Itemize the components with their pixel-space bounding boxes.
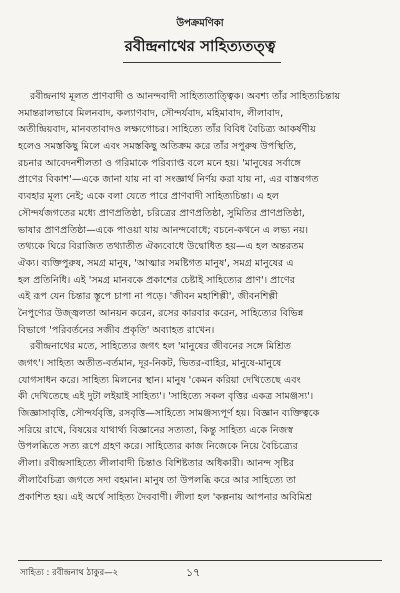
text-line: লীলা। রবীন্দ্রসাহিত্যে লীলাবাদী চিন্তাও বিশিষ্টতার অধিকারী। আনন্দ সৃষ্টির xyxy=(18,458,295,470)
text-line: রবীন্দ্রনাথের মতে, সাহিত্যের জগৎ হল 'মানুষের জীবনের সঙ্গে মিশ্রিত xyxy=(30,341,291,353)
text-line: হল প্রতিনিধি। এই 'সমগ্র মানবকে প্রকাশের চেষ্টাই সাহিত্যের প্রাণ'। প্রাণের xyxy=(18,274,296,286)
text-line: প্রকাশিত হয়। এই অর্থে সাহিত্য দৈববাণী। লীলা হল 'কল্পনায় আপনার অবিমিশ্র xyxy=(18,491,313,503)
text-line: সমান্তরালভাবে মিলনবাদ, কল্যাণবাদ, সৌন্দর্যবাদ, মহিমাবাদ, লীলাবাদ, xyxy=(18,107,284,119)
text-line: ঐক্য। ব্যক্তিপুরুষ, সমগ্র মানুষ, 'আত্মার সমষ্টিগত মানুষ', সমগ্র মানুষের এ xyxy=(18,257,294,269)
body-text xyxy=(18,89,382,506)
text-line: যোগসাধন করে। সাহিত্য মিলনের স্থান। মানুষ 'কেমন করিয়া দেখিতেছে এবং xyxy=(18,374,301,386)
text-line: লীলাবৈচিত্র্য জগতে সদা বহমান। মানুষ তা উপলব্ধি করে আর সাহিত্যে তা xyxy=(18,474,297,486)
text-line: সরিয়ে রাখে, বিষয়ের যাথার্থ্য বিজ্ঞানের সত্যতা, কিন্তু সাহিত্য একে নিজস্ব xyxy=(18,424,294,436)
running-head: সাহিত্য : রবীন্দ্রনাথ ঠাকুর—২ xyxy=(20,568,119,578)
page-number: ১৭ xyxy=(186,566,201,579)
text-line: কী দেখিতেছে এই দুটা লইয়াই সাহিত্য'। 'সাহিত্যে সকল বৃত্তির একত্র সামঞ্জস্য'। xyxy=(18,391,314,403)
text-line: তথ্যকে ঘিরে বিরাজিত তথ্যাতীত ঐক্যবোধে উদ্বোধিত হয়—এ হল অন্তরতম xyxy=(18,241,304,253)
text-line: নৈপুণ্যের উজ্জ্বলতা আনয়ন করেন, রসের কারবার করেন, সাহিত্যের বিভিন্ন xyxy=(18,307,304,319)
text-line: প্রাণের বিকাশ'—একে জানা যায় না বা সংজ্ঞার্থ নির্ণয় করা যায় না, এর বাস্তবগত xyxy=(18,174,319,186)
text-line: জিজ্ঞাসাবৃত্তি, সৌন্দর্যবৃত্তি, রসবৃত্তি—সাহিত্যে সামঞ্জস্যপূর্ণ হয়। বিজ্ঞান ব্যক্তিত্বকে xyxy=(18,408,320,420)
text-line: রবীন্দ্রনাথ মূলত প্রাণবাদী ও আনন্দবাদী সাহিত্যতাত্ত্বিক। অবশ্য তাঁর সাহিত্যচিন্তায় xyxy=(30,91,341,102)
text-line: রচনার আবেদনশীলতা ও গরিমাকে পরিব্যাপ্ত বলে মনে হয়। 'মানুষের সর্বাঙ্গে xyxy=(18,157,301,169)
text-line: অতীন্দ্রিয়বাদ, মানবতাবাদও লক্ষ্যগোচর। সাহিত্যে তাঁর বিবিধ বৈচিত্র্য আকর্ষণীয় xyxy=(18,124,316,136)
text-line: ভাষার প্রাণপ্রতিষ্ঠা—একে পাওয়া যায় আনন্দবোধে; বচনে-কথনে এ লভ্য নয়। xyxy=(18,224,309,236)
text-line: বিভাগে 'পরিবর্তনের সজীব প্রকৃতি' অব্যাহত রাখেন। xyxy=(18,324,215,336)
text-line: জগৎ'। সাহিত্য অতীত-বর্তমান, দূর-নিকট, ভিতর-বাহির, মানুষে-মানুষে xyxy=(18,358,282,369)
text-line: উপলব্ধিতে সত্য রূপে গ্রহণ করে। সাহিত্যের কাজ নিজেকে নিয়ে বৈচিত্র্যের xyxy=(18,441,298,453)
page-title: রবীন্দ্রনাথের সাহিত্যতত্ত্ব xyxy=(124,37,276,55)
text-line: হলেও সমস্তকিছু মিলে এবং সমস্তকিছু অতিক্রম করে তাঁর সপুরুষ উপস্থিতি, xyxy=(18,141,297,153)
title-underline xyxy=(123,62,281,63)
text-line: সৌন্দর্যজগতের মধ্যে প্রাণপ্রতিষ্ঠা, চরিত্রের প্রাণপ্রতিষ্ঠা, সুমিতির প্রাণপ্রতিষ্ঠা, xyxy=(18,207,305,219)
text-line: এই রূপ যেন চিন্তার স্তূপে চাপা না পড়ে। 'জীবন মহাশিল্পী', জীবনশিল্পী xyxy=(18,291,278,303)
text-line: ব্যবহার মূল্য নেই; একে বলা যেতে পারে প্রাণবাদী সাহিত্যচিন্তা। এ হল xyxy=(18,191,279,203)
footer-rule xyxy=(18,560,382,561)
section-kicker: উপক্রমণিকা xyxy=(176,18,224,29)
